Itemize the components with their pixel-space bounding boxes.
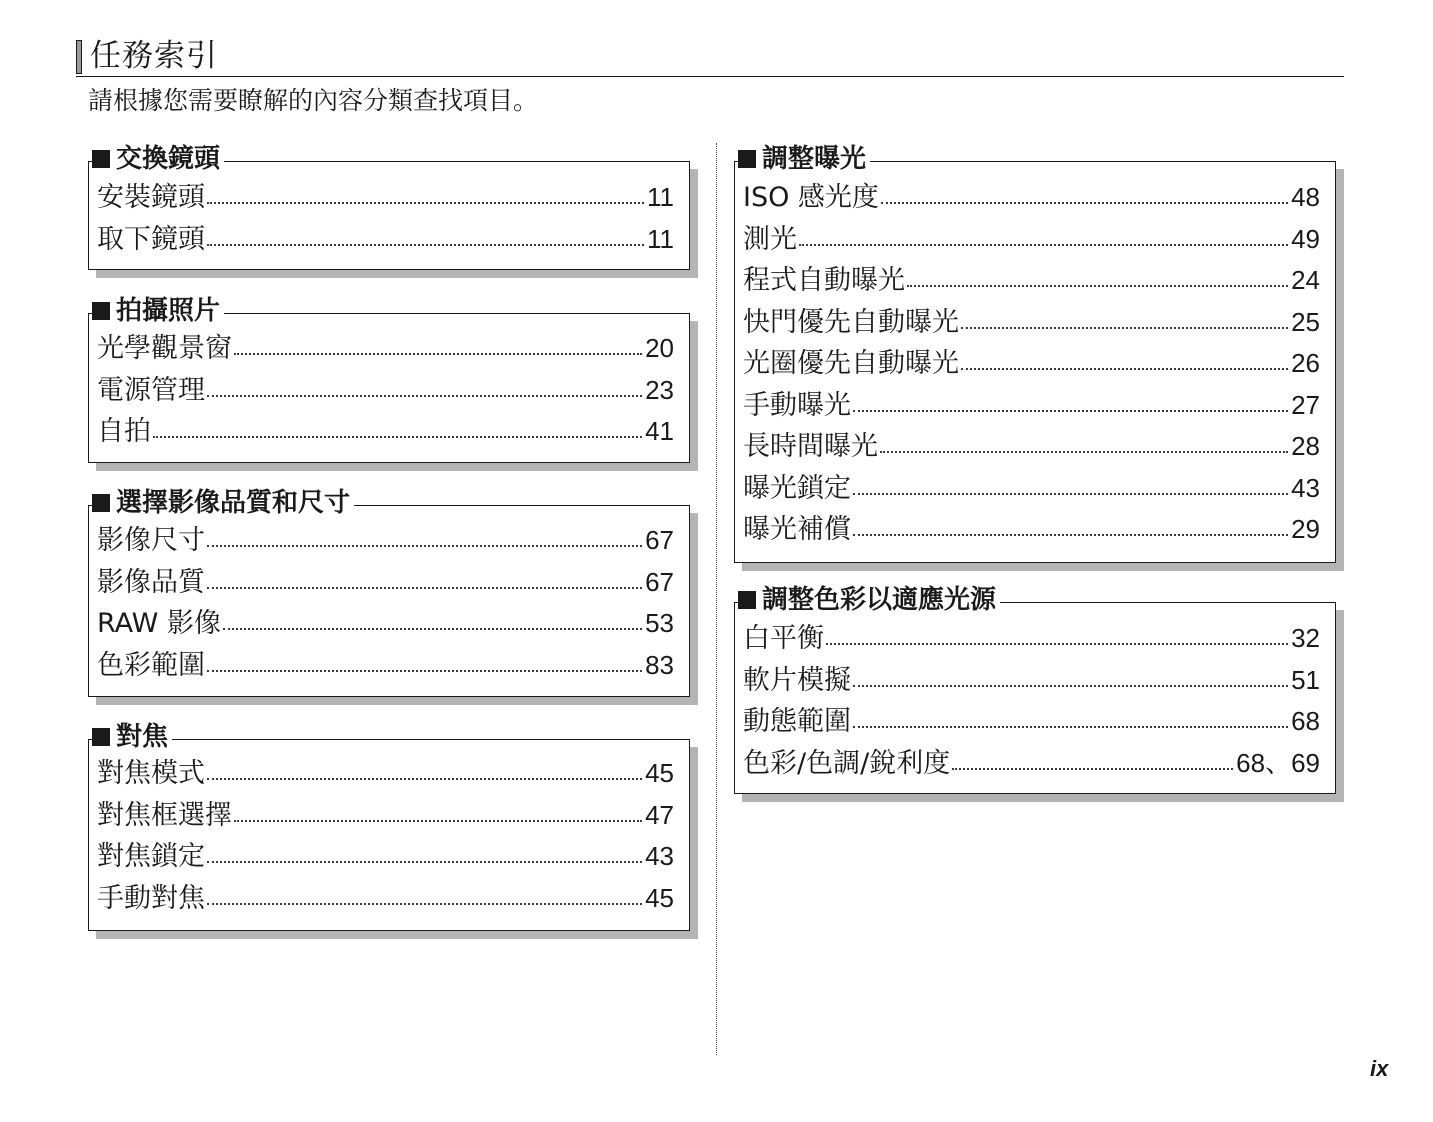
section-title — [92, 143, 224, 175]
dot-leader — [207, 545, 642, 547]
dot-leader — [207, 778, 642, 780]
entry-page[interactable]: 43 — [645, 841, 674, 871]
entry-label: 對焦鎖定 — [97, 841, 205, 872]
entry-page[interactable]: 67 — [645, 525, 674, 555]
index-entry[interactable] — [97, 878, 674, 920]
dot-leader — [961, 368, 1288, 370]
entry-list — [743, 618, 1320, 784]
index-entry[interactable] — [97, 795, 674, 837]
entry-page[interactable]: 45 — [645, 758, 674, 788]
entry-page[interactable]: 26 — [1291, 348, 1320, 378]
section-focus — [88, 721, 698, 939]
index-entry[interactable] — [743, 660, 1320, 702]
dot-leader — [952, 768, 1233, 770]
section-title-text: 調整曝光 — [762, 144, 867, 174]
dot-leader — [223, 628, 642, 630]
entry-page[interactable]: 24 — [1291, 265, 1320, 295]
entry-label: 手動對焦 — [97, 882, 205, 914]
entry-page[interactable]: 27 — [1291, 389, 1320, 420]
entry-label: 色彩範圍 — [97, 649, 205, 681]
square-bullet-icon — [92, 728, 110, 746]
section-title-text: 選擇影像品質和尺寸 — [116, 488, 351, 518]
header-accent-bar — [76, 40, 82, 74]
index-entry[interactable] — [743, 260, 1320, 302]
entry-label: 影像品質 — [97, 566, 205, 598]
index-entry[interactable] — [97, 370, 674, 412]
entry-page[interactable]: 29 — [1291, 514, 1320, 544]
entry-page[interactable]: 67 — [645, 566, 674, 597]
page-title: 任務索引 — [90, 38, 218, 74]
index-entry[interactable] — [743, 302, 1320, 344]
entry-list — [97, 520, 674, 686]
entry-label: 測光 — [743, 223, 797, 255]
dot-leader — [799, 244, 1288, 246]
index-entry[interactable] — [743, 618, 1320, 660]
entry-list — [97, 328, 674, 453]
index-entry[interactable] — [743, 743, 1320, 785]
index-entry[interactable] — [743, 509, 1320, 551]
dot-leader — [880, 451, 1288, 453]
index-entry[interactable] — [743, 385, 1320, 427]
square-bullet-icon — [738, 591, 756, 609]
square-bullet-icon — [92, 494, 110, 512]
dot-leader — [207, 861, 642, 863]
section-interchangeable-lens — [88, 143, 698, 278]
entry-label: 取下鏡頭 — [97, 223, 205, 255]
entry-label: 對焦框選擇 — [97, 799, 232, 831]
index-entry[interactable] — [743, 177, 1320, 219]
dot-leader — [853, 493, 1288, 495]
index-entry[interactable] — [97, 836, 674, 878]
section-title — [92, 295, 224, 327]
section-title — [92, 487, 354, 519]
entry-label: RAW 影像 — [97, 608, 221, 639]
entry-label: 手動曝光 — [743, 389, 851, 421]
entry-page[interactable]: 48 — [1291, 182, 1320, 212]
entry-page[interactable]: 68、69 — [1236, 747, 1320, 778]
index-entry[interactable] — [97, 753, 674, 795]
dot-leader — [853, 534, 1288, 536]
entry-label: 自拍 — [97, 416, 151, 447]
dot-leader — [853, 685, 1288, 687]
dot-leader — [881, 202, 1288, 204]
column-divider — [716, 143, 717, 1055]
entry-label: 軟片模擬 — [743, 664, 851, 696]
dot-leader — [853, 410, 1288, 412]
dot-leader — [961, 327, 1288, 329]
dot-leader — [207, 903, 642, 905]
section-title — [738, 584, 1000, 616]
dot-leader — [853, 726, 1288, 728]
entry-label: 光學觀景窗 — [97, 333, 232, 364]
square-bullet-icon — [92, 302, 110, 320]
entry-label: 曝光補償 — [743, 514, 851, 545]
entry-list — [97, 753, 674, 919]
entry-page[interactable]: 41 — [645, 416, 674, 446]
entry-page[interactable]: 53 — [645, 608, 674, 638]
entry-label: ISO 感光度 — [743, 182, 879, 213]
section-color-adjustment — [734, 584, 1344, 802]
index-entry[interactable] — [97, 177, 674, 219]
dot-leader — [826, 643, 1288, 645]
dot-leader — [234, 353, 642, 355]
entry-label: 安裝鏡頭 — [97, 182, 205, 213]
dot-leader — [207, 587, 642, 589]
section-title — [738, 143, 870, 175]
index-entry[interactable] — [97, 603, 674, 645]
entry-page[interactable]: 45 — [645, 882, 674, 913]
entry-page[interactable]: 47 — [645, 799, 674, 830]
index-entry[interactable] — [97, 219, 674, 261]
entry-page[interactable]: 25 — [1291, 306, 1320, 337]
entry-page[interactable]: 51 — [1291, 664, 1320, 695]
entry-page[interactable]: 49 — [1291, 223, 1320, 254]
square-bullet-icon — [738, 150, 756, 168]
entry-label: 影像尺寸 — [97, 525, 205, 556]
entry-page[interactable]: 83 — [645, 649, 674, 680]
section-exposure — [734, 143, 1344, 571]
section-title-text: 拍攝照片 — [116, 296, 221, 326]
section-taking-photos — [88, 295, 698, 471]
section-title-text: 調整色彩以適應光源 — [762, 585, 997, 615]
index-entry[interactable] — [97, 520, 674, 562]
page-header — [76, 36, 1344, 77]
index-entry[interactable] — [743, 701, 1320, 743]
section-image-quality-size — [88, 487, 698, 705]
entry-label: 白平衡 — [743, 623, 824, 654]
page-number: ix — [1370, 1056, 1389, 1081]
entry-label: 長時間曝光 — [743, 431, 878, 462]
entry-page[interactable]: 23 — [645, 374, 674, 405]
index-entry[interactable] — [97, 411, 674, 453]
dot-leader — [207, 670, 642, 672]
dot-leader — [234, 820, 642, 822]
entry-label: 曝光鎖定 — [743, 472, 851, 504]
entry-page[interactable]: 68 — [1291, 706, 1320, 736]
entry-page[interactable]: 32 — [1291, 623, 1320, 653]
entry-page[interactable]: 11 — [647, 223, 674, 254]
entry-list — [97, 177, 674, 260]
section-title — [92, 721, 172, 753]
entry-list — [743, 177, 1320, 551]
dot-leader — [153, 436, 642, 438]
entry-page[interactable]: 11 — [647, 182, 674, 212]
entry-label: 程式自動曝光 — [743, 265, 905, 296]
dot-leader — [907, 285, 1288, 287]
dot-leader — [207, 202, 644, 204]
entry-label: 色彩/色調/銳利度 — [743, 747, 951, 779]
entry-label: 電源管理 — [97, 374, 205, 406]
square-bullet-icon — [92, 150, 110, 168]
dot-leader — [207, 244, 644, 246]
entry-page[interactable]: 43 — [1291, 472, 1320, 503]
index-entry[interactable] — [743, 468, 1320, 510]
index-entry[interactable] — [97, 562, 674, 604]
dot-leader — [207, 395, 642, 397]
entry-page[interactable]: 28 — [1291, 431, 1320, 461]
index-entry[interactable] — [97, 645, 674, 687]
entry-page[interactable]: 20 — [645, 333, 674, 363]
entry-label: 光圈優先自動曝光 — [743, 348, 959, 379]
section-title-text: 對焦 — [116, 722, 169, 752]
index-entry[interactable] — [97, 328, 674, 370]
entry-label: 快門優先自動曝光 — [743, 306, 959, 338]
section-title-text: 交換鏡頭 — [116, 144, 221, 174]
page-subtitle: 請根據您需要瞭解的內容分類查找項目。 — [88, 86, 539, 115]
entry-label: 動態範圍 — [743, 706, 851, 737]
index-entry[interactable] — [743, 426, 1320, 468]
index-entry[interactable] — [743, 219, 1320, 261]
entry-label: 對焦模式 — [97, 758, 205, 789]
index-entry[interactable] — [743, 343, 1320, 385]
